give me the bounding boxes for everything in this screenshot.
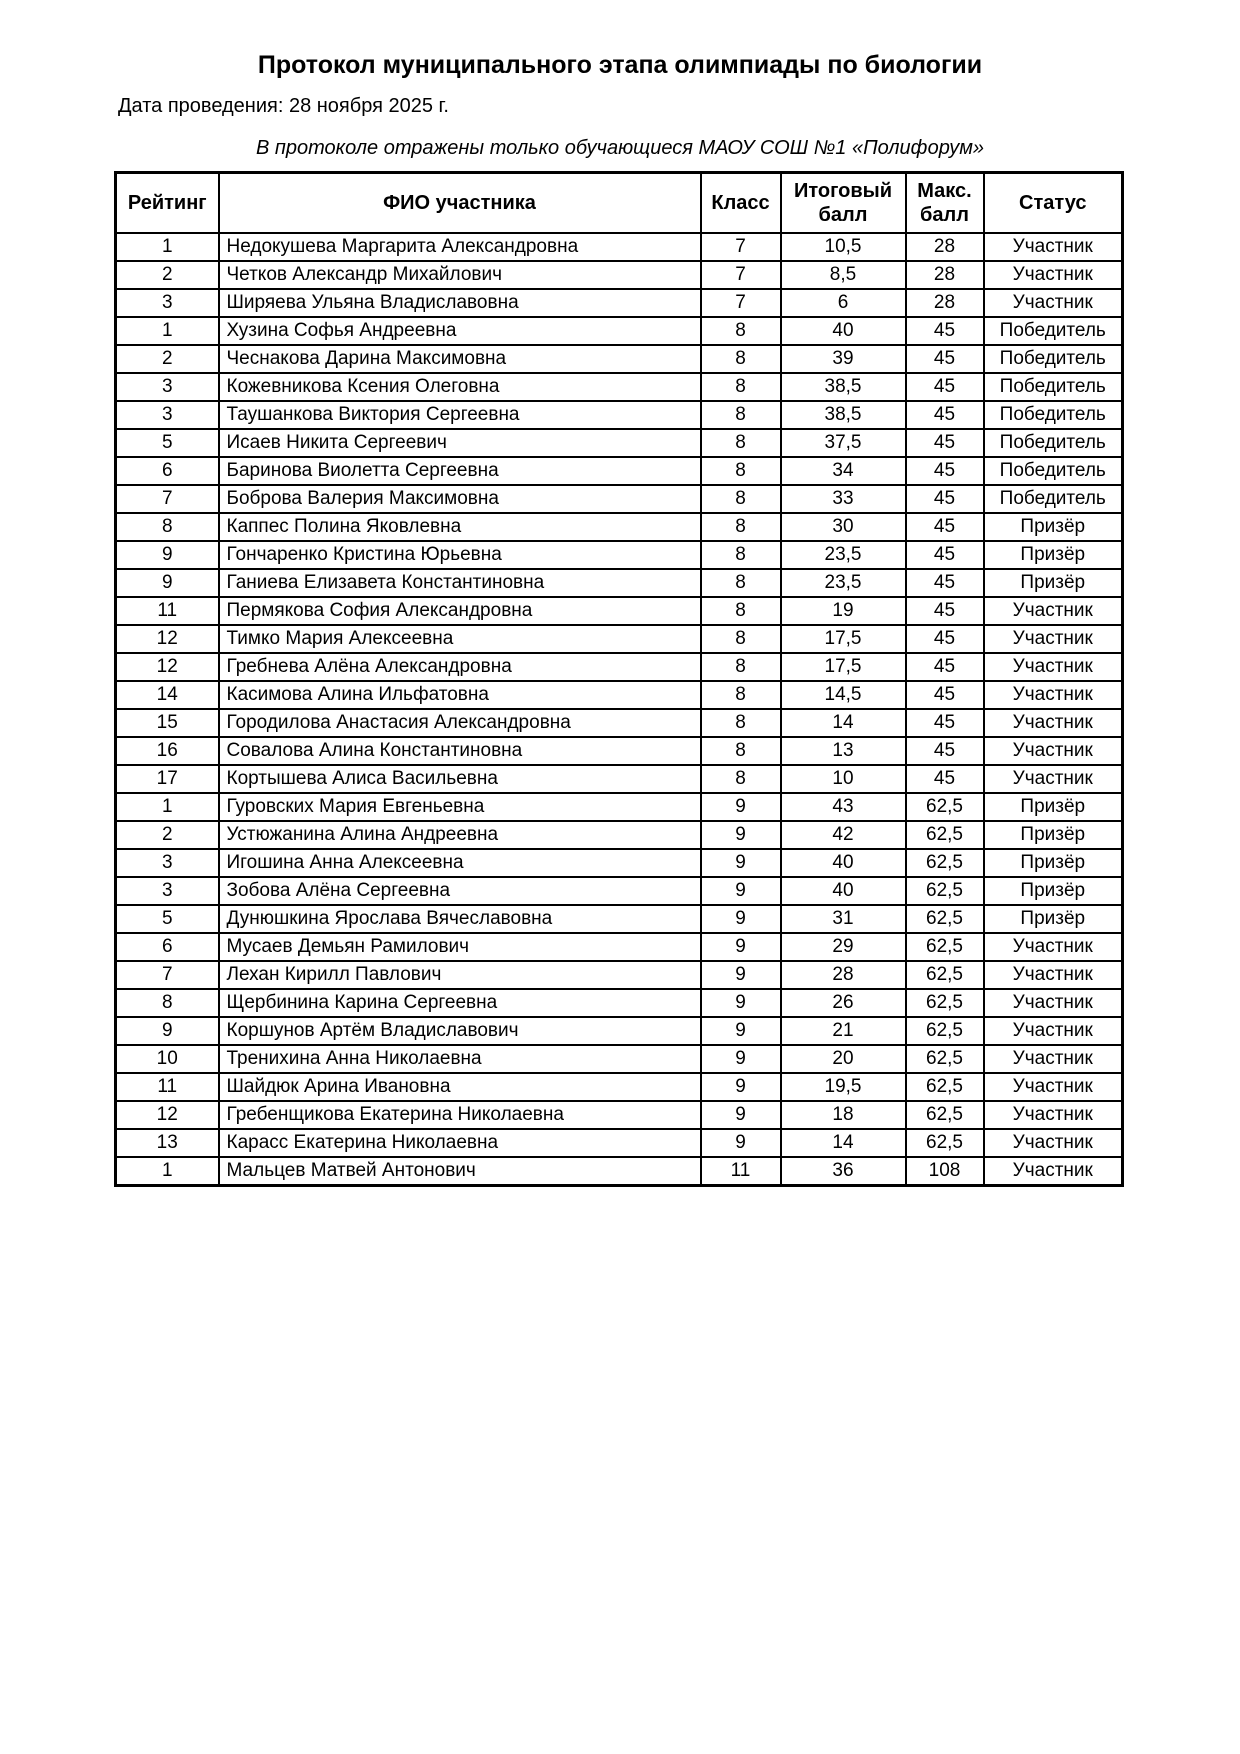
- cell-status: Победитель: [984, 401, 1123, 429]
- cell-max-score: 45: [906, 373, 984, 401]
- table-row: [116, 1101, 1123, 1129]
- cell-max-score: 45: [906, 709, 984, 737]
- cell-class: 8: [701, 569, 781, 597]
- cell-rating: 14: [116, 681, 219, 709]
- cell-score: 37,5: [781, 429, 906, 457]
- date-line: Дата проведения: 28 ноября 2025 г.: [118, 95, 449, 117]
- cell-status: Участник: [984, 625, 1123, 653]
- cell-rating: 6: [116, 457, 219, 485]
- cell-score: 40: [781, 877, 906, 905]
- col-header-name: ФИО участника: [219, 173, 701, 234]
- cell-name: Городилова Анастасия Александровна: [219, 709, 701, 737]
- cell-score: 14: [781, 1129, 906, 1157]
- cell-status: Участник: [984, 709, 1123, 737]
- cell-name: Хузина Софья Андреевна: [219, 317, 701, 345]
- table-row: [116, 961, 1123, 989]
- cell-score: 19,5: [781, 1073, 906, 1101]
- cell-max-score: 45: [906, 765, 984, 793]
- cell-class: 7: [701, 261, 781, 289]
- cell-max-score: 45: [906, 345, 984, 373]
- cell-score: 13: [781, 737, 906, 765]
- cell-rating: 8: [116, 989, 219, 1017]
- table-row: [116, 457, 1123, 485]
- table-row: [116, 597, 1123, 625]
- cell-status: Участник: [984, 1157, 1123, 1186]
- cell-rating: 1: [116, 793, 219, 821]
- cell-name: Гребенщикова Екатерина Николаевна: [219, 1101, 701, 1129]
- cell-name: Кортышева Алиса Васильевна: [219, 765, 701, 793]
- table-row: [116, 905, 1123, 933]
- cell-score: 36: [781, 1157, 906, 1186]
- cell-name: Устюжанина Алина Андреевна: [219, 821, 701, 849]
- table-row: [116, 821, 1123, 849]
- cell-name: Карасс Екатерина Николаевна: [219, 1129, 701, 1157]
- cell-rating: 3: [116, 289, 219, 317]
- cell-name: Недокушева Маргарита Александровна: [219, 233, 701, 261]
- cell-name: Четков Александр Михайлович: [219, 261, 701, 289]
- cell-max-score: 45: [906, 597, 984, 625]
- cell-class: 9: [701, 1045, 781, 1073]
- table-row: [116, 737, 1123, 765]
- cell-rating: 11: [116, 1073, 219, 1101]
- cell-class: 9: [701, 933, 781, 961]
- cell-class: 8: [701, 345, 781, 373]
- cell-name: Пермякова София Александровна: [219, 597, 701, 625]
- cell-class: 8: [701, 317, 781, 345]
- cell-name: Мусаев Демьян Рамилович: [219, 933, 701, 961]
- cell-name: Чеснакова Дарина Максимовна: [219, 345, 701, 373]
- cell-max-score: 28: [906, 233, 984, 261]
- cell-status: Участник: [984, 1017, 1123, 1045]
- cell-rating: 13: [116, 1129, 219, 1157]
- cell-class: 8: [701, 681, 781, 709]
- cell-class: 8: [701, 401, 781, 429]
- cell-score: 40: [781, 317, 906, 345]
- cell-status: Призёр: [984, 849, 1123, 877]
- table-row: [116, 317, 1123, 345]
- cell-score: 39: [781, 345, 906, 373]
- cell-score: 23,5: [781, 541, 906, 569]
- cell-status: Участник: [984, 1101, 1123, 1129]
- cell-score: 33: [781, 485, 906, 513]
- cell-class: 9: [701, 1101, 781, 1129]
- cell-rating: 7: [116, 485, 219, 513]
- cell-class: 8: [701, 709, 781, 737]
- cell-score: 10,5: [781, 233, 906, 261]
- table-row: [116, 681, 1123, 709]
- cell-status: Участник: [984, 737, 1123, 765]
- cell-rating: 5: [116, 429, 219, 457]
- cell-class: 7: [701, 233, 781, 261]
- cell-class: 9: [701, 877, 781, 905]
- cell-class: 8: [701, 373, 781, 401]
- cell-score: 18: [781, 1101, 906, 1129]
- cell-name: Тимко Мария Алексеевна: [219, 625, 701, 653]
- cell-status: Участник: [984, 653, 1123, 681]
- cell-max-score: 45: [906, 625, 984, 653]
- cell-score: 43: [781, 793, 906, 821]
- cell-status: Победитель: [984, 485, 1123, 513]
- page-title: Протокол муниципального этапа олимпиады по биологии: [257, 51, 983, 79]
- cell-class: 8: [701, 485, 781, 513]
- cell-rating: 2: [116, 261, 219, 289]
- table-row: [116, 793, 1123, 821]
- cell-name: Щербинина Карина Сергеевна: [219, 989, 701, 1017]
- cell-score: 17,5: [781, 625, 906, 653]
- cell-name: Боброва Валерия Максимовна: [219, 485, 701, 513]
- cell-rating: 3: [116, 877, 219, 905]
- cell-class: 8: [701, 457, 781, 485]
- cell-score: 17,5: [781, 653, 906, 681]
- cell-name: Касимова Алина Ильфатовна: [219, 681, 701, 709]
- cell-name: Кожевникова Ксения Олеговна: [219, 373, 701, 401]
- cell-max-score: 28: [906, 289, 984, 317]
- cell-class: 9: [701, 905, 781, 933]
- cell-class: 9: [701, 989, 781, 1017]
- cell-rating: 12: [116, 1101, 219, 1129]
- cell-max-score: 62,5: [906, 821, 984, 849]
- cell-score: 30: [781, 513, 906, 541]
- cell-rating: 7: [116, 961, 219, 989]
- cell-max-score: 62,5: [906, 1045, 984, 1073]
- cell-max-score: 45: [906, 541, 984, 569]
- cell-status: Участник: [984, 989, 1123, 1017]
- cell-score: 29: [781, 933, 906, 961]
- cell-score: 42: [781, 821, 906, 849]
- cell-status: Призёр: [984, 541, 1123, 569]
- cell-status: Участник: [984, 1073, 1123, 1101]
- cell-rating: 1: [116, 1157, 219, 1186]
- cell-rating: 9: [116, 569, 219, 597]
- cell-score: 28: [781, 961, 906, 989]
- cell-score: 23,5: [781, 569, 906, 597]
- cell-max-score: 45: [906, 317, 984, 345]
- cell-class: 8: [701, 625, 781, 653]
- table-row: [116, 429, 1123, 457]
- cell-class: 8: [701, 765, 781, 793]
- table-row: [116, 1017, 1123, 1045]
- cell-name: Гончаренко Кристина Юрьевна: [219, 541, 701, 569]
- cell-rating: 1: [116, 233, 219, 261]
- cell-status: Участник: [984, 1045, 1123, 1073]
- cell-max-score: 62,5: [906, 905, 984, 933]
- cell-status: Призёр: [984, 877, 1123, 905]
- cell-name: Исаев Никита Сергеевич: [219, 429, 701, 457]
- cell-score: 10: [781, 765, 906, 793]
- cell-name: Таушанкова Виктория Сергеевна: [219, 401, 701, 429]
- cell-rating: 16: [116, 737, 219, 765]
- cell-class: 8: [701, 653, 781, 681]
- cell-name: Игошина Анна Алексеевна: [219, 849, 701, 877]
- table-row: [116, 1073, 1123, 1101]
- cell-name: Баринова Виолетта Сергеевна: [219, 457, 701, 485]
- cell-rating: 17: [116, 765, 219, 793]
- cell-max-score: 45: [906, 513, 984, 541]
- col-header-score: Итоговый балл: [781, 173, 906, 234]
- cell-max-score: 45: [906, 457, 984, 485]
- cell-max-score: 62,5: [906, 793, 984, 821]
- cell-status: Участник: [984, 961, 1123, 989]
- cell-max-score: 62,5: [906, 989, 984, 1017]
- cell-status: Победитель: [984, 317, 1123, 345]
- cell-score: 19: [781, 597, 906, 625]
- cell-max-score: 62,5: [906, 849, 984, 877]
- table-row: [116, 261, 1123, 289]
- cell-status: Призёр: [984, 821, 1123, 849]
- cell-max-score: 45: [906, 401, 984, 429]
- table-row: [116, 485, 1123, 513]
- col-header-max-score: Макс. балл: [906, 173, 984, 234]
- cell-rating: 3: [116, 849, 219, 877]
- cell-score: 20: [781, 1045, 906, 1073]
- cell-class: 8: [701, 513, 781, 541]
- cell-score: 34: [781, 457, 906, 485]
- table-row: [116, 1045, 1123, 1073]
- cell-name: Шайдюк Арина Ивановна: [219, 1073, 701, 1101]
- cell-name: Совалова Алина Константиновна: [219, 737, 701, 765]
- cell-class: 9: [701, 821, 781, 849]
- cell-status: Участник: [984, 233, 1123, 261]
- cell-status: Призёр: [984, 793, 1123, 821]
- table-row: [116, 513, 1123, 541]
- cell-rating: 3: [116, 401, 219, 429]
- cell-max-score: 45: [906, 429, 984, 457]
- cell-score: 38,5: [781, 373, 906, 401]
- cell-max-score: 62,5: [906, 1101, 984, 1129]
- cell-score: 14,5: [781, 681, 906, 709]
- cell-max-score: 45: [906, 737, 984, 765]
- cell-max-score: 62,5: [906, 933, 984, 961]
- cell-status: Призёр: [984, 905, 1123, 933]
- cell-class: 8: [701, 597, 781, 625]
- cell-score: 6: [781, 289, 906, 317]
- table-row: [116, 653, 1123, 681]
- table-row: [116, 345, 1123, 373]
- table-row: [116, 625, 1123, 653]
- cell-rating: 11: [116, 597, 219, 625]
- cell-max-score: 45: [906, 681, 984, 709]
- cell-status: Победитель: [984, 429, 1123, 457]
- cell-score: 40: [781, 849, 906, 877]
- col-header-rating: Рейтинг: [116, 173, 219, 234]
- table-row: [116, 289, 1123, 317]
- cell-rating: 12: [116, 653, 219, 681]
- table-row: [116, 1129, 1123, 1157]
- cell-rating: 9: [116, 541, 219, 569]
- cell-status: Участник: [984, 1129, 1123, 1157]
- cell-name: Лехан Кирилл Павлович: [219, 961, 701, 989]
- cell-class: 8: [701, 737, 781, 765]
- results-table: [114, 171, 1124, 1187]
- table-row: [116, 401, 1123, 429]
- cell-max-score: 28: [906, 261, 984, 289]
- cell-rating: 6: [116, 933, 219, 961]
- cell-status: Участник: [984, 933, 1123, 961]
- cell-score: 14: [781, 709, 906, 737]
- cell-score: 8,5: [781, 261, 906, 289]
- cell-status: Победитель: [984, 345, 1123, 373]
- cell-max-score: 45: [906, 485, 984, 513]
- table-row: [116, 877, 1123, 905]
- table-row: [116, 541, 1123, 569]
- header-row: [116, 173, 1123, 234]
- table-row: [116, 233, 1123, 261]
- cell-status: Призёр: [984, 569, 1123, 597]
- cell-max-score: 45: [906, 569, 984, 597]
- table-row: [116, 709, 1123, 737]
- cell-name: Ширяева Ульяна Владиславовна: [219, 289, 701, 317]
- cell-rating: 2: [116, 821, 219, 849]
- cell-status: Призёр: [984, 513, 1123, 541]
- cell-name: Каппес Полина Яковлевна: [219, 513, 701, 541]
- cell-class: 11: [701, 1157, 781, 1186]
- cell-max-score: 62,5: [906, 1017, 984, 1045]
- cell-class: 9: [701, 1017, 781, 1045]
- cell-class: 9: [701, 961, 781, 989]
- cell-class: 8: [701, 429, 781, 457]
- cell-rating: 1: [116, 317, 219, 345]
- cell-score: 26: [781, 989, 906, 1017]
- cell-status: Победитель: [984, 373, 1123, 401]
- cell-name: Дунюшкина Ярослава Вячеславовна: [219, 905, 701, 933]
- cell-max-score: 62,5: [906, 1129, 984, 1157]
- cell-max-score: 108: [906, 1157, 984, 1186]
- cell-rating: 8: [116, 513, 219, 541]
- cell-rating: 15: [116, 709, 219, 737]
- cell-class: 9: [701, 1073, 781, 1101]
- cell-rating: 12: [116, 625, 219, 653]
- cell-name: Гуровских Мария Евгеньевна: [219, 793, 701, 821]
- cell-status: Участник: [984, 681, 1123, 709]
- cell-rating: 3: [116, 373, 219, 401]
- cell-max-score: 45: [906, 653, 984, 681]
- cell-name: Зобова Алёна Сергеевна: [219, 877, 701, 905]
- cell-status: Участник: [984, 597, 1123, 625]
- table-row: [116, 933, 1123, 961]
- cell-max-score: 62,5: [906, 961, 984, 989]
- cell-max-score: 62,5: [906, 877, 984, 905]
- cell-rating: 10: [116, 1045, 219, 1073]
- col-header-class: Класс: [701, 173, 781, 234]
- cell-status: Победитель: [984, 457, 1123, 485]
- cell-class: 9: [701, 1129, 781, 1157]
- cell-rating: 5: [116, 905, 219, 933]
- cell-max-score: 62,5: [906, 1073, 984, 1101]
- cell-name: Гребнева Алёна Александровна: [219, 653, 701, 681]
- cell-rating: 2: [116, 345, 219, 373]
- table-row: [116, 765, 1123, 793]
- cell-class: 8: [701, 541, 781, 569]
- cell-score: 38,5: [781, 401, 906, 429]
- cell-rating: 9: [116, 1017, 219, 1045]
- cell-name: Ганиева Елизавета Константиновна: [219, 569, 701, 597]
- note-line: В протоколе отражены только обучающиеся МАОУ СОШ №1 «Полифорум»: [255, 137, 985, 159]
- cell-name: Мальцев Матвей Антонович: [219, 1157, 701, 1186]
- cell-name: Тренихина Анна Николаевна: [219, 1045, 701, 1073]
- cell-score: 21: [781, 1017, 906, 1045]
- table-row: [116, 989, 1123, 1017]
- cell-name: Коршунов Артём Владиславович: [219, 1017, 701, 1045]
- table-row: [116, 1157, 1123, 1186]
- cell-class: 7: [701, 289, 781, 317]
- table-row: [116, 849, 1123, 877]
- table-row: [116, 569, 1123, 597]
- cell-status: Участник: [984, 289, 1123, 317]
- table-row: [116, 373, 1123, 401]
- cell-status: Участник: [984, 765, 1123, 793]
- cell-status: Участник: [984, 261, 1123, 289]
- col-header-status: Статус: [984, 173, 1123, 234]
- cell-score: 31: [781, 905, 906, 933]
- cell-class: 9: [701, 849, 781, 877]
- cell-class: 9: [701, 793, 781, 821]
